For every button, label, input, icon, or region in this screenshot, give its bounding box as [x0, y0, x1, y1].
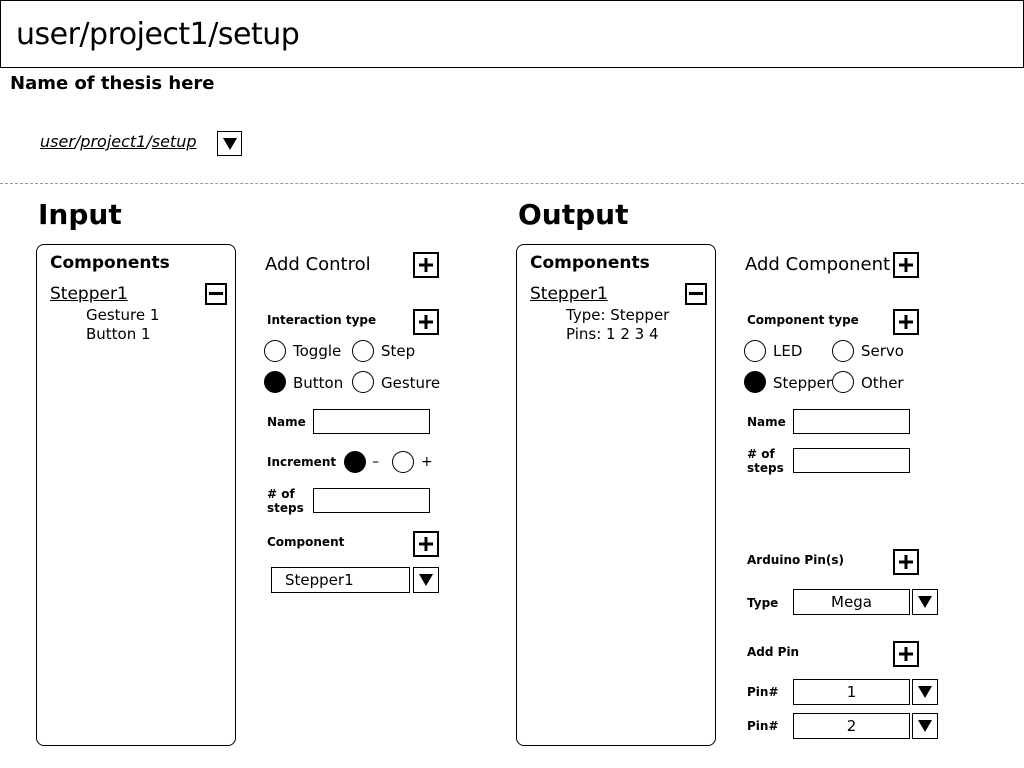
pin-2-dropdown-button[interactable]	[912, 713, 938, 739]
breadcrumb-setup[interactable]: setup	[151, 132, 197, 151]
radio-led[interactable]	[744, 340, 766, 362]
radio-stepper[interactable]	[744, 371, 766, 393]
output-component-stepper1[interactable]: Stepper1	[530, 284, 608, 304]
thesis-title: Name of thesis here	[10, 73, 215, 94]
radio-stepper-label: Stepper	[773, 374, 833, 392]
input-title: Input	[38, 198, 122, 231]
add-component-link-button[interactable]	[413, 531, 439, 557]
increment-label: Increment	[267, 455, 337, 469]
breadcrumb-user[interactable]: user	[40, 132, 75, 151]
add-arduino-pins-button[interactable]	[893, 549, 919, 575]
plus-icon	[899, 555, 913, 569]
board-type-dropdown-button[interactable]	[912, 589, 938, 615]
triangle-down-icon	[419, 574, 433, 586]
input-child-button[interactable]: Button 1	[86, 325, 151, 343]
input-steps-field[interactable]	[313, 488, 430, 513]
output-components-panel	[516, 244, 716, 746]
arduino-pins-label: Arduino Pin(s)	[747, 553, 844, 567]
add-control-label: Add Control	[265, 254, 371, 275]
radio-gesture-label: Gesture	[381, 374, 441, 392]
pin-2-label: Pin#	[747, 719, 779, 733]
output-components-title: Components	[530, 253, 650, 273]
input-components-title: Components	[50, 253, 170, 273]
input-components-panel	[36, 244, 236, 746]
triangle-down-icon	[918, 686, 932, 698]
radio-other-label: Other	[861, 374, 904, 392]
minus-icon	[209, 292, 223, 296]
input-steps-label-1: # of	[267, 487, 295, 501]
output-steps-label-2: steps	[747, 461, 784, 475]
board-type-select[interactable]: Mega	[793, 589, 910, 615]
radio-button[interactable]	[264, 371, 286, 393]
add-control-button[interactable]	[413, 252, 439, 278]
input-steps-label-2: steps	[267, 501, 304, 515]
output-name-field[interactable]	[793, 409, 910, 434]
add-pin-button[interactable]	[893, 641, 919, 667]
interaction-type-label: Interaction type	[267, 313, 377, 327]
radio-led-label: LED	[773, 342, 803, 360]
output-collapse-button[interactable]	[685, 283, 707, 305]
url-text: user/project1/setup	[16, 17, 300, 52]
component-label: Component	[267, 535, 345, 549]
breadcrumb-separator: /	[74, 132, 81, 151]
pin-1-label: Pin#	[747, 685, 779, 699]
divider	[0, 183, 1024, 184]
increment-plus-label: +	[421, 454, 433, 470]
add-pin-label: Add Pin	[747, 645, 800, 659]
pin-1-dropdown-button[interactable]	[912, 679, 938, 705]
plus-icon	[419, 537, 433, 551]
triangle-down-icon	[918, 596, 932, 608]
radio-servo[interactable]	[832, 340, 854, 362]
breadcrumb-dropdown-button[interactable]	[217, 131, 242, 156]
radio-other[interactable]	[832, 371, 854, 393]
output-steps-label-1: # of	[747, 447, 775, 461]
breadcrumb-project[interactable]: project1	[80, 132, 147, 151]
triangle-down-icon	[918, 720, 932, 732]
component-select[interactable]: Stepper1	[271, 567, 410, 593]
breadcrumb-separator: /	[146, 132, 152, 151]
board-type-label: Type	[747, 596, 779, 610]
plus-icon	[419, 315, 433, 329]
pin-2-select[interactable]: 2	[793, 713, 910, 739]
radio-toggle-label: Toggle	[293, 342, 342, 360]
output-detail-pins: Pins: 1 2 3 4	[566, 325, 659, 343]
plus-icon	[899, 258, 913, 272]
add-component-label: Add Component	[745, 254, 891, 275]
radio-gesture[interactable]	[352, 371, 374, 393]
url-bar[interactable]	[0, 0, 1024, 68]
plus-icon	[899, 647, 913, 661]
add-component-type-button[interactable]	[893, 309, 919, 335]
add-component-button[interactable]	[893, 252, 919, 278]
radio-step[interactable]	[352, 340, 374, 362]
input-component-stepper1[interactable]: Stepper1	[50, 284, 128, 304]
output-detail-type: Type: Stepper	[566, 306, 670, 324]
radio-increment-minus[interactable]	[344, 451, 366, 473]
radio-step-label: Step	[381, 342, 416, 360]
radio-toggle[interactable]	[264, 340, 286, 362]
component-type-label: Component type	[747, 313, 859, 327]
input-name-field[interactable]	[313, 409, 430, 434]
breadcrumb	[40, 131, 197, 153]
increment-minus-label: –	[372, 454, 379, 470]
output-steps-field[interactable]	[793, 448, 910, 473]
add-interaction-type-button[interactable]	[413, 309, 439, 335]
output-title: Output	[518, 198, 629, 231]
pin-1-select[interactable]: 1	[793, 679, 910, 705]
radio-increment-plus[interactable]	[392, 451, 414, 473]
input-name-label: Name	[267, 415, 306, 429]
minus-icon	[689, 292, 703, 296]
component-dropdown-button[interactable]	[413, 567, 439, 593]
radio-servo-label: Servo	[861, 342, 904, 360]
output-name-label: Name	[747, 415, 786, 429]
input-collapse-button[interactable]	[205, 283, 227, 305]
input-child-gesture[interactable]: Gesture 1	[86, 306, 160, 324]
radio-button-label: Button	[293, 374, 344, 392]
triangle-down-icon	[223, 138, 237, 150]
plus-icon	[419, 258, 433, 272]
plus-icon	[899, 315, 913, 329]
